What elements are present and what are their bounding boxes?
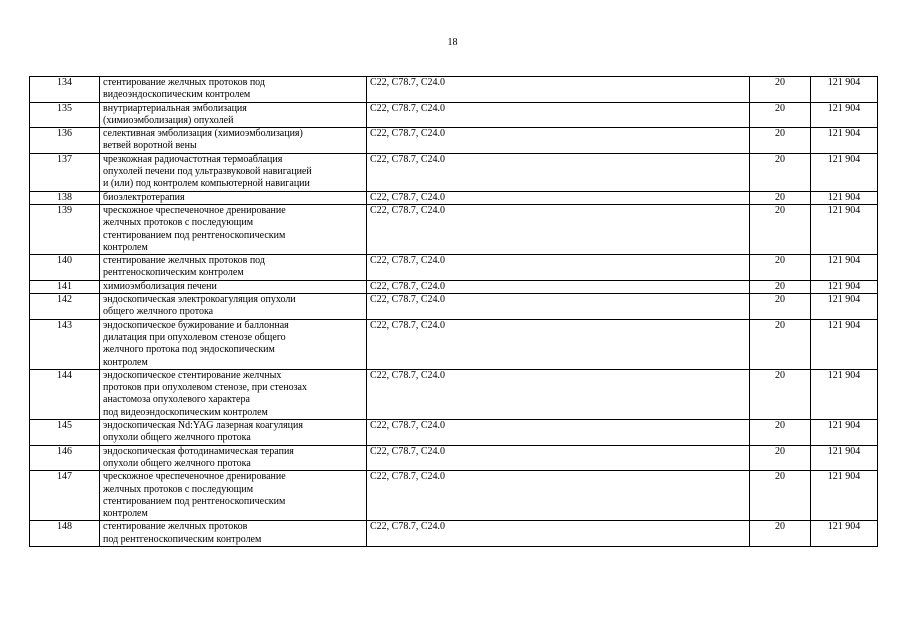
patient-model-cell: 20: [750, 102, 811, 128]
procedure-name-cell: эндоскопическая фотодинамическая терапия опухоли общего желчного протока: [100, 445, 367, 471]
diagnosis-codes-cell: C22, C78.7, C24.0: [367, 128, 750, 154]
row-number-cell: 142: [30, 294, 100, 320]
cost-cell: 121 904: [811, 445, 878, 471]
row-number-cell: 141: [30, 280, 100, 293]
patient-model-cell: 20: [750, 420, 811, 446]
page-number: 18: [447, 37, 458, 48]
procedure-name-cell: стентирование желчных протоков под видеоэндоскопическим контролем: [100, 77, 367, 103]
row-number-cell: 138: [30, 191, 100, 204]
row-number-cell: 144: [30, 369, 100, 419]
patient-model-cell: 20: [750, 471, 811, 521]
cost-cell: 121 904: [811, 280, 878, 293]
diagnosis-codes-cell: C22, C78.7, C24.0: [367, 445, 750, 471]
cost-cell: 121 904: [811, 77, 878, 103]
row-number-cell: 140: [30, 255, 100, 281]
cost-cell: 121 904: [811, 521, 878, 547]
patient-model-cell: 20: [750, 128, 811, 154]
diagnosis-codes-cell: C22, C78.7, C24.0: [367, 204, 750, 254]
patient-model-cell: 20: [750, 280, 811, 293]
row-number-cell: 136: [30, 128, 100, 154]
diagnosis-codes-cell: C22, C78.7, C24.0: [367, 102, 750, 128]
procedure-name-cell: стентирование желчных протоков под рентгеноскопическим контролем: [100, 255, 367, 281]
cost-cell: 121 904: [811, 153, 878, 191]
cost-cell: 121 904: [811, 191, 878, 204]
diagnosis-codes-cell: C22, C78.7, C24.0: [367, 319, 750, 369]
cost-cell: 121 904: [811, 471, 878, 521]
procedure-name-cell: эндоскопическое бужирование и баллонная дилатация при опухолевом стенозе общего желчного протока под эндоскопическим контролем: [100, 319, 367, 369]
cost-cell: 121 904: [811, 204, 878, 254]
row-number-cell: 145: [30, 420, 100, 446]
diagnosis-codes-cell: C22, C78.7, C24.0: [367, 420, 750, 446]
patient-model-cell: 20: [750, 191, 811, 204]
diagnosis-codes-cell: C22, C78.7, C24.0: [367, 191, 750, 204]
diagnosis-codes-cell: C22, C78.7, C24.0: [367, 369, 750, 419]
diagnosis-codes-cell: C22, C78.7, C24.0: [367, 77, 750, 103]
cost-cell: 121 904: [811, 255, 878, 281]
row-number-cell: 139: [30, 204, 100, 254]
table-row: [30, 191, 878, 204]
procedure-name-cell: эндоскопическое стентирование желчных протоков при опухолевом стенозе, при стенозах анастомоза опухолевого характера под видеоэндоскопическим контролем: [100, 369, 367, 419]
patient-model-cell: 20: [750, 294, 811, 320]
cost-cell: 121 904: [811, 128, 878, 154]
cost-cell: 121 904: [811, 369, 878, 419]
procedure-name-cell: чрескожное чреспеченочное дренирование желчных протоков с последующим стентированием под рентгеноскопическим контролем: [100, 471, 367, 521]
diagnosis-codes-cell: C22, C78.7, C24.0: [367, 521, 750, 547]
diagnosis-codes-cell: C22, C78.7, C24.0: [367, 471, 750, 521]
patient-model-cell: 20: [750, 153, 811, 191]
procedure-name-cell: биоэлектротерапия: [100, 191, 367, 204]
patient-model-cell: 20: [750, 255, 811, 281]
diagnosis-codes-cell: C22, C78.7, C24.0: [367, 255, 750, 281]
patient-model-cell: 20: [750, 204, 811, 254]
row-number-cell: 143: [30, 319, 100, 369]
row-number-cell: 147: [30, 471, 100, 521]
table-row: [30, 471, 878, 521]
row-number-cell: 137: [30, 153, 100, 191]
procedure-name-cell: стентирование желчных протоков под рентгеноскопическим контролем: [100, 521, 367, 547]
patient-model-cell: 20: [750, 369, 811, 419]
table-row: [30, 521, 878, 547]
table-row: [30, 420, 878, 446]
diagnosis-codes-cell: C22, C78.7, C24.0: [367, 153, 750, 191]
procedure-name-cell: химиоэмболизация печени: [100, 280, 367, 293]
procedures-table: [29, 76, 878, 547]
procedure-name-cell: чрезкожная радиочастотная термоаблация опухолей печени под ультразвуковой навигацией и (или) под контролем компьютерной навигации: [100, 153, 367, 191]
table-row: [30, 255, 878, 281]
patient-model-cell: 20: [750, 521, 811, 547]
table-row: [30, 280, 878, 293]
patient-model-cell: 20: [750, 77, 811, 103]
cost-cell: 121 904: [811, 420, 878, 446]
row-number-cell: 135: [30, 102, 100, 128]
procedure-name-cell: селективная эмболизация (химиоэмболизация) ветвей воротной вены: [100, 128, 367, 154]
cost-cell: 121 904: [811, 294, 878, 320]
procedure-name-cell: эндоскопическая Nd:YAG лазерная коагуляция опухоли общего желчного протока: [100, 420, 367, 446]
table-row: [30, 294, 878, 320]
row-number-cell: 146: [30, 445, 100, 471]
table-row: [30, 319, 878, 369]
procedure-name-cell: внутриартериальная эмболизация (химиоэмболизация) опухолей: [100, 102, 367, 128]
table-row: [30, 128, 878, 154]
procedure-name-cell: эндоскопическая электрокоагуляция опухоли общего желчного протока: [100, 294, 367, 320]
table-row: [30, 77, 878, 103]
cost-cell: 121 904: [811, 319, 878, 369]
diagnosis-codes-cell: C22, C78.7, C24.0: [367, 294, 750, 320]
patient-model-cell: 20: [750, 445, 811, 471]
row-number-cell: 148: [30, 521, 100, 547]
cost-cell: 121 904: [811, 102, 878, 128]
diagnosis-codes-cell: C22, C78.7, C24.0: [367, 280, 750, 293]
patient-model-cell: 20: [750, 319, 811, 369]
table-row: [30, 153, 878, 191]
table-row: [30, 204, 878, 254]
procedure-name-cell: чрескожное чреспеченочное дренирование желчных протоков с последующим стентированием под рентгеноскопическим контролем: [100, 204, 367, 254]
table-row: [30, 102, 878, 128]
table-body: [30, 77, 878, 547]
table-row: [30, 369, 878, 419]
row-number-cell: 134: [30, 77, 100, 103]
table-row: [30, 445, 878, 471]
